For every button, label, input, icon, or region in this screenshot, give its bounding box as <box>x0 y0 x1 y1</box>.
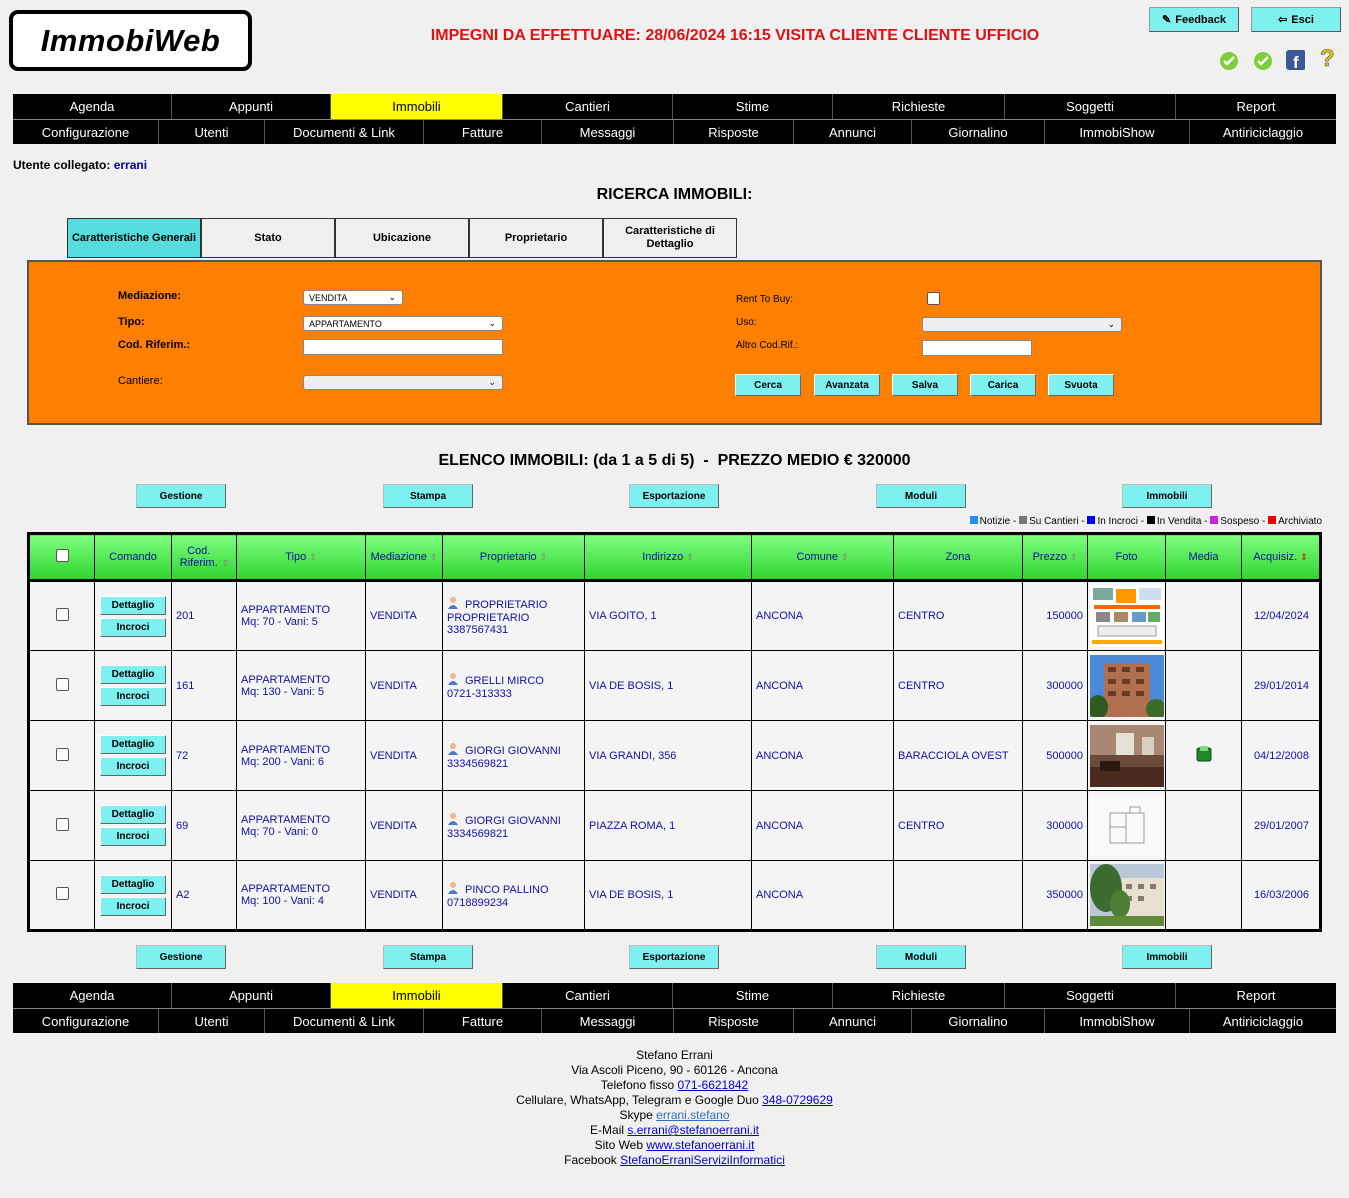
col-tipo[interactable] <box>237 534 366 581</box>
price-cell: 350000 <box>1023 861 1088 931</box>
zona-cell: CENTRO <box>894 581 1023 651</box>
exit-icon: ⇦ <box>1278 14 1288 26</box>
mediazione-select[interactable] <box>303 290 403 305</box>
address-cell: PIAZZA ROMA, 1 <box>585 791 752 861</box>
col-acquisiz[interactable] <box>1242 534 1321 581</box>
dettaglio-button[interactable]: Dettaglio <box>100 596 166 615</box>
acquisition-date-cell: 16/03/2006 <box>1242 861 1321 931</box>
row-select-cell[interactable] <box>29 791 95 861</box>
svg-text:?: ? <box>1320 45 1335 71</box>
col-prezzo-label: Prezzo <box>1032 551 1067 563</box>
status-legend: Notizie - Su Cantieri - In Incroci - In Vendita - Sospeso - Archiviato <box>900 516 1322 527</box>
col-mediazione-label: Mediazione <box>370 551 427 563</box>
nav-configurazione[interactable]: Configurazione <box>13 120 159 144</box>
legend-label: Notizie <box>979 516 1011 527</box>
owner-name[interactable]: PROPRIETARIO PROPRIETARIO <box>447 599 548 624</box>
tipo-cell <box>237 861 366 931</box>
logout-button[interactable] <box>1251 7 1341 32</box>
legend-label: In Vendita <box>1156 516 1202 527</box>
person-icon <box>447 746 459 758</box>
tipo-select[interactable] <box>303 316 503 331</box>
gestione-button[interactable]: Gestione <box>136 945 226 969</box>
svuota-button[interactable]: Svuota <box>1048 374 1114 396</box>
footer-facebook-label: Facebook <box>564 1153 617 1167</box>
nav-giornalino[interactable]: Giornalino <box>912 120 1045 144</box>
photo-cell[interactable] <box>1088 861 1166 931</box>
footer-facebook-link[interactable]: StefanoErraniServiziInformatici <box>620 1153 785 1167</box>
svg-text:f: f <box>1293 53 1299 71</box>
property-photo[interactable] <box>1088 864 1165 926</box>
nav-cantieri[interactable]: Cantieri <box>503 94 673 119</box>
nav-agenda[interactable]: Agenda <box>13 983 172 1008</box>
row-select-cell[interactable] <box>29 861 95 931</box>
col-proprietario-label: Proprietario <box>479 551 537 563</box>
app-logo: ImmobiWeb <box>9 10 252 71</box>
footer-skype-label: Skype <box>619 1108 653 1122</box>
nav-soggetti[interactable]: Soggetti <box>1005 94 1176 119</box>
list-title: ELENCO IMMOBILI: (da 1 a 5 di 5) - PREZZO MEDIO € 320000 <box>438 452 911 469</box>
nav-utenti[interactable]: Utenti <box>159 1009 265 1033</box>
codrif-cell[interactable]: 69 <box>172 791 237 861</box>
nav-configurazione[interactable]: Configurazione <box>13 1009 159 1033</box>
legend-label: Archiviato <box>1278 516 1322 527</box>
footer-phone-label: Telefono fisso <box>600 1078 675 1092</box>
footer-email-link[interactable]: s.errani@stefanoerrani.it <box>627 1123 759 1137</box>
chevron-down-icon: ⌄ <box>1107 319 1115 329</box>
owner-phone: 0718899234 <box>447 897 509 909</box>
footer-facebook <box>300 1153 1049 1168</box>
owner-cell[interactable] <box>443 651 585 721</box>
dimensions-value: Mq: 100 - Vani: 4 <box>241 895 324 907</box>
legend-label: Su Cantieri <box>1029 516 1079 527</box>
acquisition-date-cell: 12/04/2024 <box>1242 581 1321 651</box>
owner-cell[interactable] <box>443 721 585 791</box>
appointments-alert[interactable]: IMPEGNI DA EFFETTUARE: 28/06/2024 16:15 VISITA CLIENTE CLIENTE UFFICIO <box>430 27 1040 44</box>
footer-web-label: Sito Web <box>594 1138 644 1152</box>
chevron-down-icon: ⌄ <box>488 377 496 387</box>
tipo-cell <box>237 581 366 651</box>
col-comune-label: Comune <box>796 551 839 563</box>
incroci-button[interactable]: Incroci <box>100 618 166 637</box>
owner-name[interactable]: PINCO PALLINO <box>465 884 549 896</box>
table-row[interactable] <box>29 651 1321 721</box>
address-cell: VIA GRANDI, 356 <box>585 721 752 791</box>
nav-messaggi[interactable]: Messaggi <box>542 120 674 144</box>
col-codrif[interactable] <box>172 534 237 581</box>
footer-mobile-label: Cellulare, WhatsApp, Telegram e Google Duo <box>516 1093 759 1107</box>
row-checkbox[interactable] <box>56 678 69 691</box>
footer-name: Stefano Errani <box>636 1048 713 1062</box>
zona-cell: CENTRO <box>894 651 1023 721</box>
nav-documenti[interactable]: Documenti & Link <box>265 120 424 144</box>
tab-ubicazione[interactable]: Ubicazione <box>335 218 469 258</box>
price-cell: 300000 <box>1023 651 1088 721</box>
acquisition-date-cell: 29/01/2014 <box>1242 651 1321 721</box>
nav-annunci[interactable]: Annunci <box>794 1009 912 1033</box>
row-checkbox[interactable] <box>56 818 69 831</box>
row-select-cell[interactable] <box>29 721 95 791</box>
codrif-label: Cod. Riferim.: <box>118 339 191 351</box>
search-tabs <box>67 218 737 258</box>
tab-proprietario[interactable]: Proprietario <box>469 218 603 258</box>
owner-cell[interactable] <box>443 791 585 861</box>
legend-item <box>1210 516 1259 527</box>
property-photo[interactable] <box>1088 655 1165 717</box>
feedback-label: Feedback <box>1175 13 1226 26</box>
person-icon <box>447 885 459 897</box>
tipo-value: APPARTAMENTO <box>241 743 331 756</box>
media-cell <box>1166 581 1242 651</box>
codrif-cell[interactable]: 72 <box>172 721 237 791</box>
person-icon <box>447 676 459 688</box>
media-cell <box>1166 651 1242 721</box>
stampa-button[interactable]: Stampa <box>383 484 473 508</box>
immobili-button[interactable]: Immobili <box>1122 945 1212 969</box>
footer-address: Via Ascoli Piceno, 90 - 60126 - Ancona <box>571 1063 778 1077</box>
nav-appunti[interactable]: Appunti <box>172 94 331 119</box>
nav-immobili[interactable]: Immobili <box>331 94 503 119</box>
col-tipo-label: Tipo <box>285 551 307 563</box>
owner-cell[interactable] <box>443 861 585 931</box>
legend-swatch <box>1019 516 1027 524</box>
select-all-header[interactable] <box>29 534 95 581</box>
uso-select[interactable] <box>922 317 1122 332</box>
col-comando: Comando <box>95 534 172 581</box>
codrif-cell[interactable]: 161 <box>172 651 237 721</box>
owner-phone: 3334569821 <box>447 827 509 840</box>
zona-cell <box>894 861 1023 931</box>
col-comune[interactable] <box>752 534 894 581</box>
price-cell: 150000 <box>1023 581 1088 651</box>
secondary-nav <box>13 119 1336 144</box>
esportazione-button[interactable]: Esportazione <box>629 484 719 508</box>
col-zona: Zona <box>894 534 1023 581</box>
nav-fatture[interactable]: Fatture <box>424 1009 542 1033</box>
dimensions-value: Mq: 70 - Vani: 5 <box>241 616 318 628</box>
tipo-value: APPARTAMENTO <box>241 604 331 616</box>
chevron-down-icon: ⌄ <box>488 318 496 328</box>
tipo-value: APPARTAMENTO <box>241 673 331 686</box>
comune-cell: ANCONA <box>752 721 894 791</box>
acquisition-date-cell: 29/01/2007 <box>1242 791 1321 861</box>
tipo-cell <box>237 721 366 791</box>
row-select-cell[interactable] <box>29 651 95 721</box>
incroci-button[interactable]: Incroci <box>100 897 166 916</box>
comune-cell: ANCONA <box>752 861 894 931</box>
esportazione-button[interactable]: Esportazione <box>629 945 719 969</box>
comune-cell: ANCONA <box>752 651 894 721</box>
legend-swatch <box>970 516 978 524</box>
tab-caratteristiche-generali[interactable]: Caratteristiche Generali <box>67 218 201 258</box>
tipo-cell <box>237 651 366 721</box>
dettaglio-button[interactable]: Dettaglio <box>100 735 166 754</box>
property-photo[interactable] <box>1088 795 1165 857</box>
legend-item <box>1019 516 1078 527</box>
secondary-nav-bottom <box>13 1008 1336 1033</box>
legend-item <box>970 516 1011 527</box>
nav-antiriciclaggio[interactable]: Antiriciclaggio <box>1222 1013 1304 1029</box>
mediazione-cell: VENDITA <box>366 721 443 791</box>
price-cell: 500000 <box>1023 721 1088 791</box>
table-header <box>29 534 1321 581</box>
tab-stato[interactable]: Stato <box>201 218 335 258</box>
nav-appunti[interactable]: Appunti <box>172 983 331 1008</box>
footer-web <box>300 1138 1049 1153</box>
row-checkbox[interactable] <box>56 748 69 761</box>
col-foto: Foto <box>1088 534 1166 581</box>
nav-agenda[interactable]: Agenda <box>13 94 172 119</box>
dettaglio-button[interactable]: Dettaglio <box>100 665 166 684</box>
uso-label: Uso: <box>736 317 757 328</box>
footer-skype-link[interactable]: errani.stefano <box>656 1108 730 1122</box>
nav-fatture[interactable]: Fatture <box>424 120 542 144</box>
nav-soggetti[interactable]: Soggetti <box>1005 983 1176 1008</box>
footer-phone-link[interactable]: 071-6621842 <box>677 1078 749 1092</box>
footer-web-link[interactable]: www.stefanoerrani.it <box>646 1138 755 1152</box>
media-cell <box>1166 861 1242 931</box>
altrocod-input[interactable] <box>922 340 1032 356</box>
col-mediazione[interactable] <box>366 534 443 581</box>
dimensions-value: Mq: 70 - Vani: 0 <box>241 825 318 838</box>
nav-richieste[interactable]: Richieste <box>833 94 1005 119</box>
photo-cell[interactable] <box>1088 651 1166 721</box>
avanzata-button[interactable]: Avanzata <box>814 374 880 396</box>
logout-label: Esci <box>1291 13 1314 26</box>
owner-cell[interactable] <box>443 581 585 651</box>
footer-phone <box>300 1078 1049 1093</box>
media-icon[interactable] <box>1196 753 1212 765</box>
dimensions-value: Mq: 130 - Vani: 5 <box>241 685 324 698</box>
owner-name[interactable]: GIORGI GIOVANNI <box>465 744 561 757</box>
col-indirizzo[interactable] <box>585 534 752 581</box>
dettaglio-button[interactable]: Dettaglio <box>100 805 166 824</box>
footer-mobile-link[interactable]: 348-0729629 <box>762 1093 833 1107</box>
nav-annunci[interactable]: Annunci <box>794 120 912 144</box>
address-cell: VIA DE BOSIS, 1 <box>585 861 752 931</box>
sort-icon[interactable]: ⇕ <box>686 552 694 562</box>
address-cell: VIA GOITO, 1 <box>585 581 752 651</box>
rent-to-buy-checkbox[interactable] <box>927 292 940 310</box>
incroci-button[interactable]: Incroci <box>100 827 166 846</box>
nav-report[interactable]: Report <box>1236 99 1276 114</box>
nav-immobishow[interactable]: ImmobiShow <box>1045 120 1190 144</box>
legend-label: Sospeso <box>1220 516 1260 527</box>
col-acquisiz-label: Acquisiz. <box>1253 551 1298 563</box>
tipo-cell <box>237 791 366 861</box>
carica-button[interactable]: Carica <box>970 374 1036 396</box>
dettaglio-button[interactable]: Dettaglio <box>100 875 166 894</box>
feedback-icon: ✎ <box>1162 14 1172 26</box>
codrif-cell[interactable]: 201 <box>172 581 237 651</box>
col-prezzo[interactable] <box>1023 534 1088 581</box>
mediazione-value: VENDITA <box>309 292 348 303</box>
sort-icon[interactable]: ⇕ <box>1300 552 1308 562</box>
sort-icon[interactable]: ⇕ <box>429 552 438 562</box>
nav-stime[interactable]: Stime <box>673 983 833 1008</box>
facebook-icon[interactable] <box>1285 50 1305 70</box>
cerca-button[interactable]: Cerca <box>735 374 801 396</box>
incroci-button[interactable]: Incroci <box>100 757 166 776</box>
salva-button[interactable]: Salva <box>892 374 958 396</box>
sort-icon[interactable]: ⇕ <box>309 552 317 562</box>
col-media: Media <box>1166 534 1242 581</box>
nav-immobishow[interactable]: ImmobiShow <box>1045 1009 1190 1033</box>
property-photo[interactable] <box>1088 585 1165 647</box>
zona-cell: BARACCIOLA OVEST <box>894 721 1023 791</box>
nav-report[interactable]: Report <box>1236 988 1276 1003</box>
check-icon[interactable] <box>1219 51 1239 71</box>
command-cell <box>95 861 172 931</box>
mediazione-cell: VENDITA <box>366 651 443 721</box>
photo-cell[interactable] <box>1088 581 1166 651</box>
owner-name[interactable]: GRELLI MIRCO <box>465 674 544 687</box>
legend-item <box>1147 516 1201 527</box>
price-cell: 300000 <box>1023 791 1088 861</box>
zona-cell: CENTRO <box>894 791 1023 861</box>
comune-cell: ANCONA <box>752 791 894 861</box>
search-title: RICERCA IMMOBILI: <box>596 186 753 203</box>
nav-stime[interactable]: Stime <box>673 94 833 119</box>
table-row[interactable] <box>29 791 1321 861</box>
main-nav <box>13 94 1336 119</box>
incroci-button[interactable]: Incroci <box>100 687 166 706</box>
owner-name[interactable]: GIORGI GIOVANNI <box>465 814 561 827</box>
col-codrif-label: Cod. Riferim. <box>179 545 218 569</box>
logged-user <box>13 158 147 172</box>
tipo-value: APPARTAMENTO <box>241 813 331 826</box>
sort-icon[interactable]: ⇕ <box>221 558 230 568</box>
footer-skype <box>300 1108 1049 1123</box>
gestione-button[interactable]: Gestione <box>136 484 226 508</box>
person-icon <box>447 816 459 828</box>
sort-icon[interactable]: ⇕ <box>539 552 548 562</box>
sort-icon[interactable]: ⇕ <box>1069 552 1078 562</box>
select-all-checkbox[interactable] <box>56 549 69 562</box>
footer-email <box>300 1123 1049 1138</box>
media-cell <box>1166 721 1242 791</box>
row-select-cell[interactable] <box>29 581 95 651</box>
nav-risposte[interactable]: Risposte <box>674 120 794 144</box>
photo-cell[interactable] <box>1088 791 1166 861</box>
nav-giornalino[interactable]: Giornalino <box>912 1009 1045 1033</box>
table-row[interactable] <box>29 861 1321 931</box>
legend-swatch <box>1087 516 1095 524</box>
codrif-cell[interactable]: A2 <box>172 861 237 931</box>
media-cell <box>1166 791 1242 861</box>
person-icon <box>447 600 459 612</box>
dimensions-value: Mq: 200 - Vani: 6 <box>241 755 324 768</box>
feedback-button[interactable] <box>1149 7 1239 32</box>
legend-item <box>1268 516 1322 527</box>
comune-cell: ANCONA <box>752 581 894 651</box>
mediazione-cell: VENDITA <box>366 581 443 651</box>
moduli-button[interactable]: Moduli <box>876 945 966 969</box>
nav-antiriciclaggio[interactable]: Antiriciclaggio <box>1222 124 1304 140</box>
codrif-input[interactable] <box>303 339 503 355</box>
owner-phone: 3387567431 <box>447 624 509 636</box>
command-cell <box>95 721 172 791</box>
row-checkbox[interactable] <box>56 887 69 900</box>
acquisition-date-cell: 04/12/2008 <box>1242 721 1321 791</box>
stampa-button[interactable]: Stampa <box>383 945 473 969</box>
nav-utenti[interactable]: Utenti <box>159 120 265 144</box>
mediazione-cell: VENDITA <box>366 791 443 861</box>
nav-immobili[interactable]: Immobili <box>331 983 503 1008</box>
legend-label: In Incroci <box>1097 516 1139 527</box>
legend-item <box>1087 516 1138 527</box>
col-proprietario[interactable] <box>443 534 585 581</box>
owner-phone: 3334569821 <box>447 757 509 770</box>
row-checkbox[interactable] <box>56 608 69 621</box>
nav-cantieri[interactable]: Cantieri <box>503 983 673 1008</box>
cantiere-label: Cantiere: <box>118 375 163 387</box>
nav-documenti[interactable]: Documenti & Link <box>265 1009 424 1033</box>
properties-table <box>27 532 1322 932</box>
legend-swatch <box>1210 516 1218 524</box>
table-row[interactable] <box>29 581 1321 651</box>
photo-cell[interactable] <box>1088 721 1166 791</box>
tipo-value: APPARTAMENTO <box>241 883 331 895</box>
mediazione-cell: VENDITA <box>366 861 443 931</box>
logged-user-label: Utente collegato: <box>13 158 111 172</box>
legend-swatch <box>1147 516 1155 524</box>
help-icon[interactable] <box>1317 45 1337 71</box>
nav-messaggi[interactable]: Messaggi <box>542 1009 674 1033</box>
address-cell: VIA DE BOSIS, 1 <box>585 651 752 721</box>
mediazione-label: Mediazione: <box>118 290 181 302</box>
main-nav-bottom <box>13 983 1336 1008</box>
rent-to-buy-label: Rent To Buy: <box>736 294 794 305</box>
tipo-value: APPARTAMENTO <box>309 318 382 329</box>
command-cell <box>95 581 172 651</box>
footer-mobile <box>300 1093 1049 1108</box>
tab-caratteristiche-dettaglio[interactable]: Caratteristiche di Dettaglio <box>603 218 737 258</box>
sort-icon[interactable]: ⇕ <box>841 552 849 562</box>
property-photo[interactable] <box>1088 725 1165 787</box>
footer <box>300 1048 1049 1168</box>
chevron-down-icon: ⌄ <box>388 292 396 302</box>
owner-phone: 0721-313333 <box>447 687 512 700</box>
nav-richieste[interactable]: Richieste <box>833 983 1005 1008</box>
table-row[interactable] <box>29 721 1321 791</box>
command-cell <box>95 791 172 861</box>
command-cell <box>95 651 172 721</box>
logged-user-name: errani <box>113 158 148 172</box>
altrocod-label: Altro Cod.Rif.: <box>736 340 799 351</box>
check-icon[interactable] <box>1253 51 1273 71</box>
moduli-button[interactable]: Moduli <box>876 484 966 508</box>
legend-swatch <box>1268 516 1276 524</box>
nav-risposte[interactable]: Risposte <box>674 1009 794 1033</box>
footer-email-label: E-Mail <box>590 1123 625 1137</box>
tipo-label: Tipo: <box>118 316 145 328</box>
col-indirizzo-label: Indirizzo <box>642 551 684 563</box>
cantiere-select[interactable] <box>303 375 503 390</box>
immobili-button[interactable]: Immobili <box>1122 484 1212 508</box>
search-panel <box>27 260 1322 425</box>
